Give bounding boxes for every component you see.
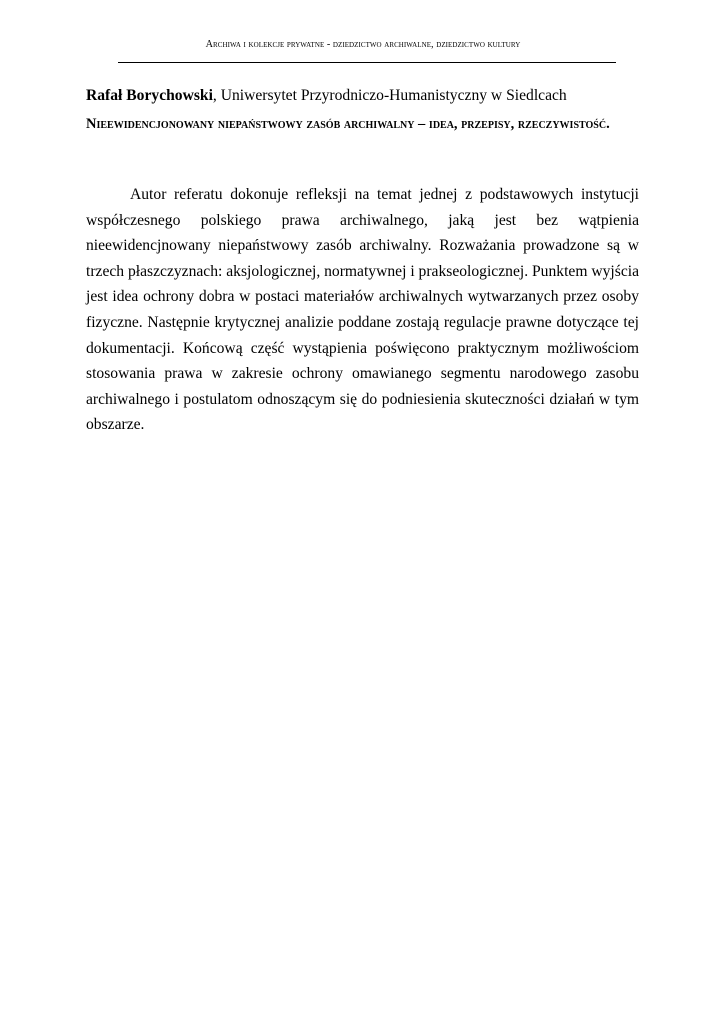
- header-rule: [118, 62, 616, 63]
- author-line: [86, 86, 567, 106]
- author-name: Rafał Borychowski: [86, 87, 213, 104]
- author-affiliation: , Uniwersytet Przyrodniczo-Humanistyczny w Siedlcach: [212, 87, 567, 104]
- abstract-paragraph: Autor referatu dokonuje refleksji na temat jednej z podstawowych instytucji współczesnego polskiego prawa archiwalnego, jaką jest bez wątpienia nieewidencjnowany niepaństwowy zasób archiwalny. Rozważania prowadzone są w trzech płaszczyznach: aksjologicznej, normatywnej i prakseologicznej. Punktem wyjścia jest idea ochrony dobra w postaci materiałów archiwalnych wytwarzanych przez osoby fizyczne. Następnie krytycznej analizie poddane zostają regulacje prawne dotyczące tej dokumentacji. Końcową część wystąpienia poświęcono praktycznym możliwościom stosowania prawa w zakresie ochrony omawianego segmentu narodowego zasobu archiwalnego i postulatom odnoszącym się do podniesienia skuteczności działań w tym obszarze.: [86, 186, 639, 434]
- running-header: Archiwa i kolekcje prywatne - dziedzictwo archiwalne, dziedzictwo kultury: [205, 39, 521, 50]
- article-title: Nieewidencjonowany niepaństwowy zasób archiwalny – idea, przepisy, rzeczywistość.: [86, 116, 610, 132]
